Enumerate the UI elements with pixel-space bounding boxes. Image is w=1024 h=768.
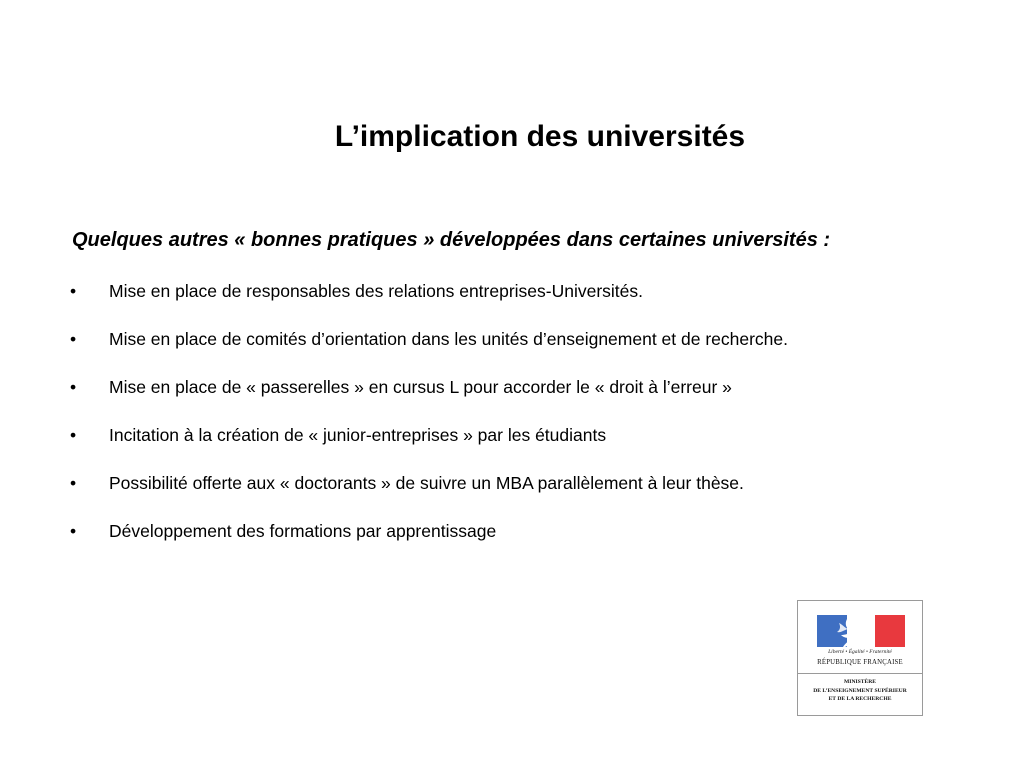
- bullet-icon: •: [70, 521, 77, 541]
- ministry-line: MINISTÈRE: [843, 679, 877, 685]
- bullet-text: Incitation à la création de « junior-entreprises » par les étudiants: [109, 425, 607, 445]
- bullet-text: Mise en place de responsables des relations entreprises-Universités.: [109, 281, 644, 301]
- bullet-icon: •: [70, 425, 77, 445]
- bullet-text: Développement des formations par apprentissage: [109, 521, 497, 541]
- bullet-text: Mise en place de comités d’orientation dans les unités d’enseignement et de recherche.: [109, 329, 789, 349]
- logo-ministry-name: [798, 678, 922, 704]
- ministry-line: DE L’ENSEIGNEMENT SUPÉRIEUR: [813, 687, 907, 694]
- bullet-icon: •: [70, 329, 77, 349]
- logo-motto: Liberté • Égalité • Fraternité: [828, 649, 892, 655]
- slide-subtitle: Quelques autres « bonnes pratiques » développées dans certaines universités :: [72, 229, 831, 251]
- ministry-line: ET DE LA RECHERCHE: [828, 696, 892, 702]
- bullet-icon: •: [70, 281, 77, 301]
- logo-republic-name: RÉPUBLIQUE FRANÇAISE: [817, 659, 903, 666]
- slide-title: L’implication des universités: [334, 120, 746, 153]
- ministry-logo: [797, 600, 923, 716]
- bullet-icon: •: [70, 377, 77, 397]
- bullet-icon: •: [70, 473, 77, 493]
- bullet-text: Possibilité offerte aux « doctorants » de suivre un MBA parallèlement à leur thèse.: [109, 473, 744, 493]
- marianne-flag-icon: [817, 615, 905, 647]
- bullet-text: Mise en place de « passerelles » en cursus L pour accorder le « droit à l’erreur »: [109, 377, 732, 397]
- flag-red-band: [875, 615, 905, 647]
- logo-divider: [798, 673, 922, 674]
